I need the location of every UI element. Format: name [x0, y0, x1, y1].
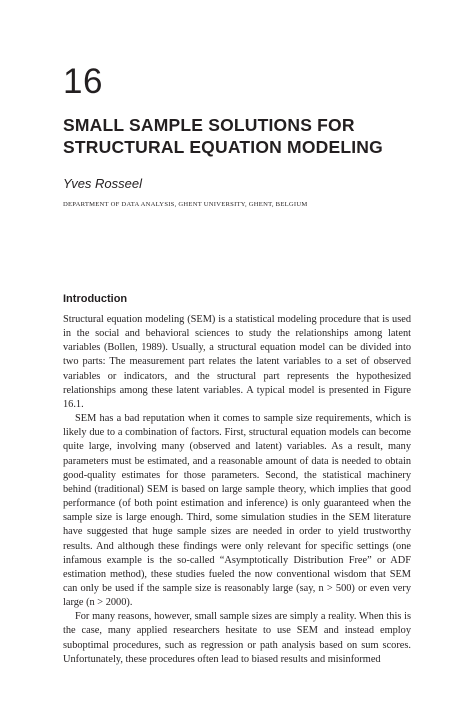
section-heading: Introduction — [63, 293, 128, 305]
chapter-number: 16 — [63, 62, 103, 101]
author-affiliation: DEPARTMENT OF DATA ANALYSIS, GHENT UNIVERSITY, GHENT, BELGIUM — [63, 201, 308, 208]
paragraph-2: SEM has a bad reputation when it comes to sample size requirements, which is likely due to a combination of factors. First, structural equation models can become quite large, involving many (observed and latent) variables. As a result, many parameters must be estimated, and a reasonable amount of data is needed to obtain good-quality estimates for those parameters. Second, the statistical machinery behind (traditional) SEM is based on large sample theory, which implies that good performance (of both point estimation and inference) is only guaranteed when the sample size is large enough. Third, some simulation studies in the SEM literature have suggested that huge sample sizes are needed in order to yield trustworthy results. And although these findings were only relevant for specific settings (one infamous example is the so-called “Asymptotically Distribution Free” or ADF estimation method), these studies fueled the now conventional wisdom that SEM can only be used if the sample size is reasonably large (say, n > 500) or even very large (n > 2000). — [63, 413, 411, 609]
body-text — [63, 313, 411, 667]
chapter-title-line-1: SMALL SAMPLE SOLUTIONS FOR — [63, 115, 355, 135]
author-name: Yves Rosseel — [63, 176, 142, 191]
paragraph-1: Structural equation modeling (SEM) is a statistical modeling procedure that is used in the social and behavioral sciences to study the relationships among latent variables (Bollen, 1989). Usually, a structural equation model can be divided into two parts: The measurement part relates the latent variables to a set of observed variables or indicators, and the structural part represents the hypothesized relationships among these latent variables. A typical model is presented in Figure 16.1. — [63, 314, 411, 410]
chapter-title-line-2: STRUCTURAL EQUATION MODELING — [63, 137, 383, 157]
chapter-title — [63, 114, 443, 158]
paragraph-3: For many reasons, however, small sample sizes are simply a reality. When this is the case, many applied researchers hesitate to use SEM and instead employ suboptimal procedures, such as regression or path analysis based on sum scores. Unfortunately, these procedures often lead to biased results and misinformed — [63, 611, 411, 665]
